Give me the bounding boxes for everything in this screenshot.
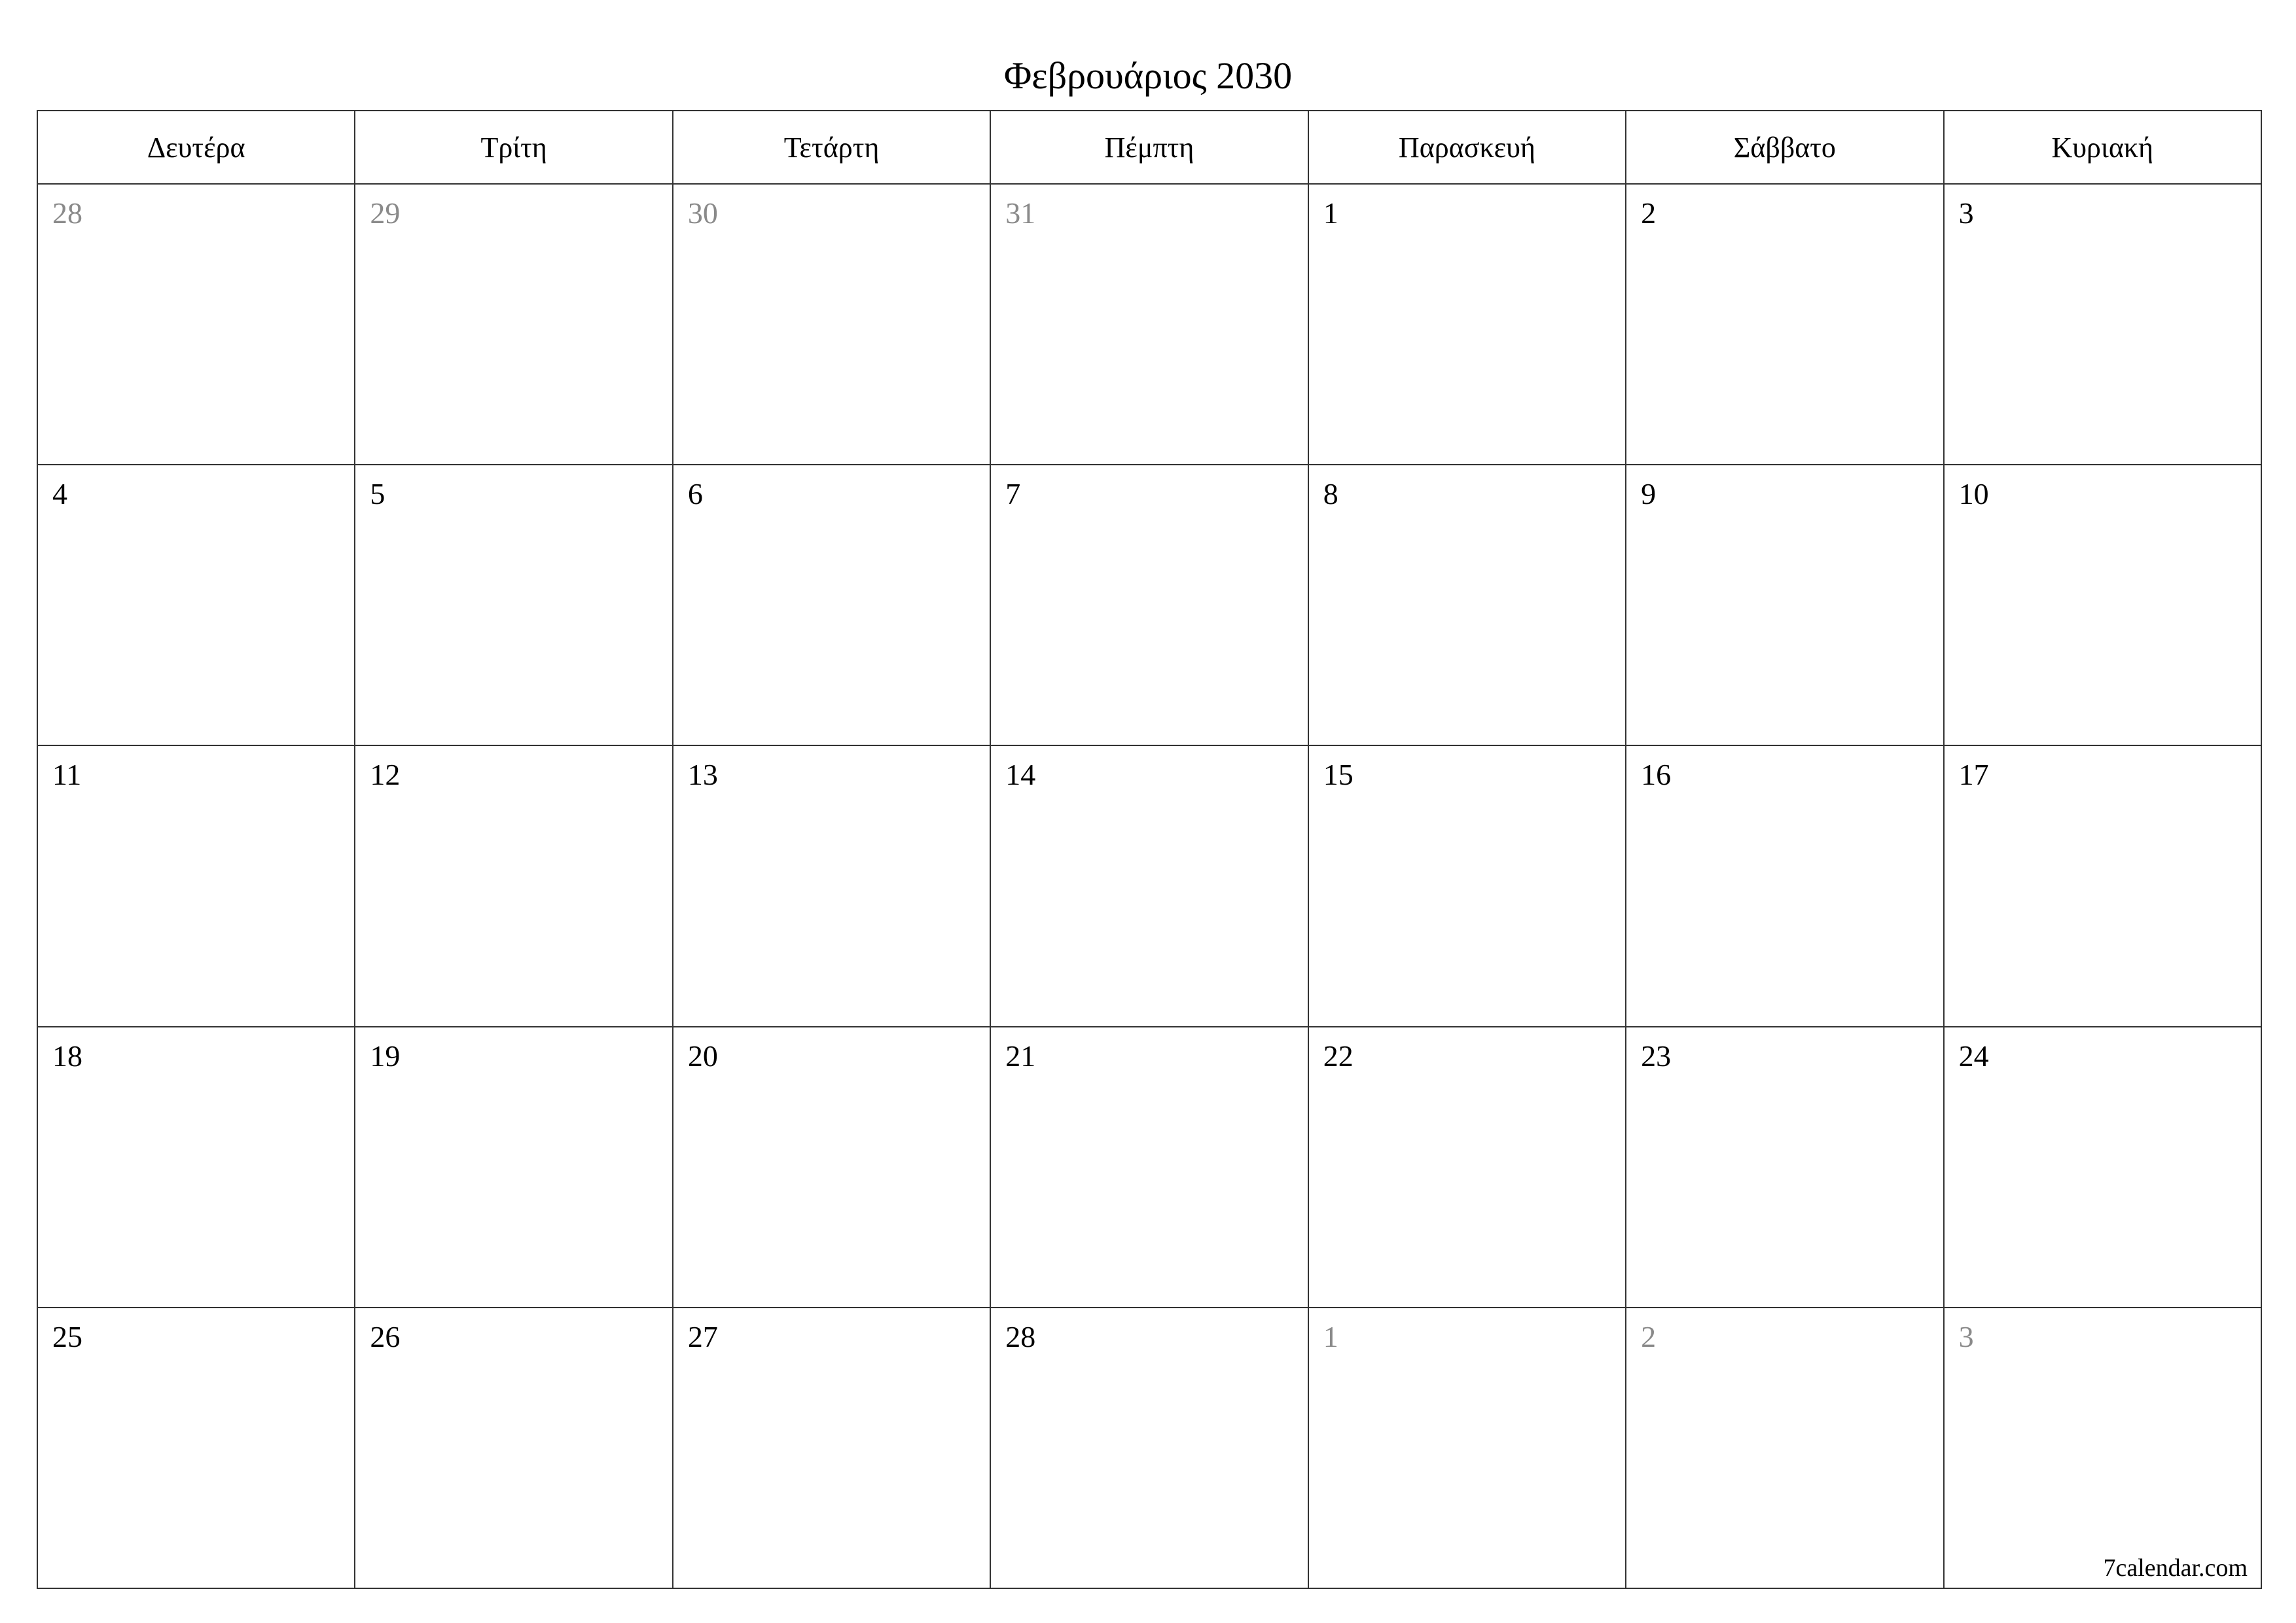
day-cell bbox=[38, 465, 355, 746]
day-cell bbox=[673, 1308, 991, 1589]
weekday-header: Πέμπτη bbox=[991, 111, 1308, 185]
day-cell bbox=[355, 185, 673, 465]
day-cell bbox=[38, 185, 355, 465]
day-cell bbox=[1945, 1308, 2262, 1589]
day-number: 16 bbox=[1641, 758, 1672, 792]
weekday-header: Τρίτη bbox=[355, 111, 673, 185]
day-number: 19 bbox=[370, 1039, 401, 1073]
day-number-adjacent-month: 28 bbox=[52, 196, 82, 230]
day-cell bbox=[38, 746, 355, 1027]
day-cell bbox=[1309, 185, 1626, 465]
day-cell bbox=[355, 465, 673, 746]
day-cell bbox=[38, 1027, 355, 1308]
day-number: 3 bbox=[1958, 196, 1974, 230]
day-number: 9 bbox=[1641, 477, 1657, 511]
day-number: 1 bbox=[1323, 196, 1338, 230]
day-number: 8 bbox=[1323, 477, 1338, 511]
day-cell bbox=[1626, 1308, 1944, 1589]
day-number-adjacent-month: 31 bbox=[1005, 196, 1036, 230]
weekday-header: Τετάρτη bbox=[673, 111, 991, 185]
weekday-header: Παρασκευή bbox=[1309, 111, 1626, 185]
day-number: 6 bbox=[687, 477, 703, 511]
weekday-header: Σάββατο bbox=[1626, 111, 1944, 185]
day-cell bbox=[1626, 1027, 1944, 1308]
weekday-header: Δευτέρα bbox=[38, 111, 355, 185]
day-cell bbox=[1945, 465, 2262, 746]
day-number: 20 bbox=[687, 1039, 718, 1073]
day-number: 28 bbox=[1005, 1319, 1036, 1353]
day-number: 21 bbox=[1005, 1039, 1036, 1073]
day-number: 13 bbox=[687, 758, 718, 792]
day-cell bbox=[673, 185, 991, 465]
day-number: 15 bbox=[1323, 758, 1354, 792]
day-cell bbox=[1309, 1027, 1626, 1308]
day-cell bbox=[1309, 465, 1626, 746]
day-cell bbox=[355, 746, 673, 1027]
day-number: 22 bbox=[1323, 1039, 1354, 1073]
day-cell bbox=[1626, 465, 1944, 746]
day-number: 7 bbox=[1005, 477, 1021, 511]
day-number: 14 bbox=[1005, 758, 1036, 792]
day-cell bbox=[673, 746, 991, 1027]
day-number: 23 bbox=[1641, 1039, 1672, 1073]
day-cell bbox=[1945, 746, 2262, 1027]
day-cell bbox=[1945, 185, 2262, 465]
day-cell bbox=[38, 1308, 355, 1589]
day-cell bbox=[673, 465, 991, 746]
day-cell bbox=[1626, 185, 1944, 465]
day-cell bbox=[991, 1027, 1308, 1308]
day-cell bbox=[991, 465, 1308, 746]
weekday-header: Κυριακή bbox=[1945, 111, 2262, 185]
day-number: 10 bbox=[1958, 477, 1989, 511]
day-cell bbox=[1945, 1027, 2262, 1308]
day-number: 12 bbox=[370, 758, 401, 792]
day-number-adjacent-month: 30 bbox=[687, 196, 718, 230]
day-number: 11 bbox=[52, 758, 82, 792]
day-number: 18 bbox=[52, 1039, 82, 1073]
day-cell bbox=[673, 1027, 991, 1308]
day-number: 26 bbox=[370, 1319, 401, 1353]
calendar-grid bbox=[37, 110, 2262, 1589]
day-number: 24 bbox=[1958, 1039, 1989, 1073]
footer-site-link[interactable]: 7calendar.com bbox=[2103, 1554, 2248, 1582]
day-cell bbox=[991, 185, 1308, 465]
day-cell bbox=[991, 746, 1308, 1027]
day-number: 25 bbox=[52, 1319, 82, 1353]
day-cell bbox=[355, 1308, 673, 1589]
day-number: 4 bbox=[52, 477, 67, 511]
day-number: 5 bbox=[370, 477, 386, 511]
day-number: 27 bbox=[687, 1319, 718, 1353]
day-cell bbox=[355, 1027, 673, 1308]
day-number-adjacent-month: 1 bbox=[1323, 1319, 1338, 1353]
day-number: 2 bbox=[1641, 196, 1657, 230]
day-cell bbox=[991, 1308, 1308, 1589]
day-cell bbox=[1309, 1308, 1626, 1589]
day-cell bbox=[1626, 746, 1944, 1027]
day-cell bbox=[1309, 746, 1626, 1027]
day-number-adjacent-month: 3 bbox=[1958, 1319, 1974, 1353]
calendar-title: Φεβρουάριος 2030 bbox=[1003, 54, 1293, 97]
day-number-adjacent-month: 29 bbox=[370, 196, 401, 230]
day-number: 17 bbox=[1958, 758, 1989, 792]
day-number-adjacent-month: 2 bbox=[1641, 1319, 1657, 1353]
